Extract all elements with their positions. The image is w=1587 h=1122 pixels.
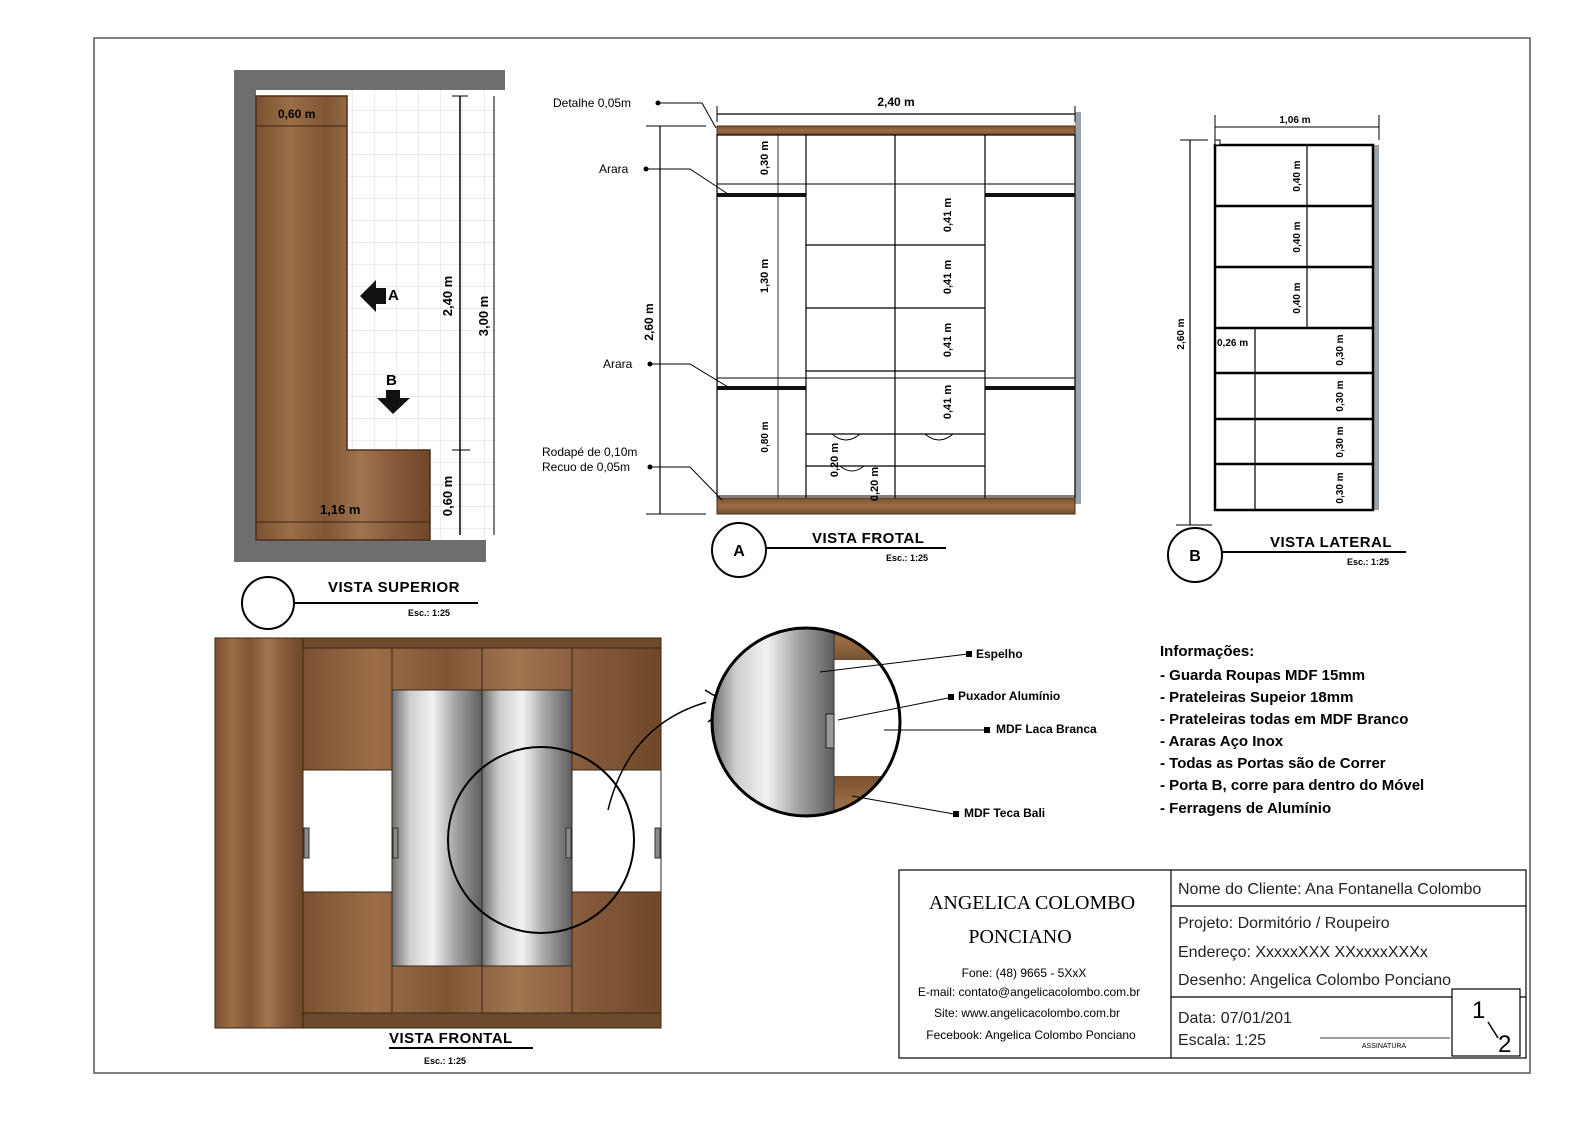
front-dim-130: 1,30 m (759, 258, 771, 294)
front-dim-020b: 0,20 m (869, 466, 881, 502)
label-detalhe: Detalhe 0,05m (553, 96, 632, 110)
label-espelho: Espelho (976, 647, 1023, 661)
side-dim-040a: 0,40 m (1292, 160, 1303, 192)
top-dim-room: 3,00 m (476, 295, 491, 337)
render-view-scale: Esc.: 1:25 (424, 1056, 467, 1066)
side-dim-030d: 0,30 m (1335, 472, 1346, 504)
view-marker-a-label: A (733, 543, 745, 560)
render-top-band (303, 638, 661, 648)
handle-icon (304, 828, 309, 858)
designer-facebook: Fecebook: Angelica Colombo Ponciano (926, 1028, 1136, 1042)
info-item: - Ferragens de Alumínio (1160, 800, 1332, 817)
title-block (899, 870, 1526, 1058)
detail-view (700, 620, 1097, 836)
front-dim-041b: 0,41 m (942, 259, 954, 295)
view-marker-b-label: B (1189, 548, 1201, 565)
info-item: - Prateleiras todas em MDF Branco (1160, 711, 1409, 728)
top-view (234, 70, 505, 629)
side-dim-030a: 0,30 m (1335, 334, 1346, 366)
sheet-number: 1 (1472, 997, 1486, 1024)
front-dim-080: 0,80 m (760, 421, 771, 453)
side-dim-030b: 0,30 m (1335, 380, 1346, 412)
front-dim-041a: 0,41 m (942, 197, 954, 233)
front-dim-020a: 0,20 m (829, 442, 841, 478)
info-item: - Porta B, corre para dentro do Móvel (1160, 777, 1425, 794)
designer-name-1: ANGELICA COLOMBO (928, 892, 1136, 914)
front-dim-width: 2,40 m (877, 95, 915, 109)
date: Data: 07/01/201 (1178, 1010, 1292, 1027)
handle-icon (566, 828, 571, 858)
front-top-detail (717, 126, 1075, 135)
label-arara-bottom: Arara (603, 357, 633, 371)
front-plinth (717, 498, 1075, 514)
client-name: Nome do Cliente: Ana Fontanella Colombo (1178, 881, 1482, 898)
white-panel-left (303, 770, 392, 892)
signature-label: ASSINATURA (1361, 1043, 1407, 1050)
front-dim-041c: 0,41 m (942, 322, 954, 358)
info-item: - Araras Aço Inox (1160, 733, 1284, 750)
render-side-panel (215, 638, 303, 1028)
sheet-total: 2 (1498, 1031, 1512, 1058)
mirror-door-right (482, 690, 572, 966)
top-dim-return: 0,60 m (440, 475, 455, 517)
top-dim-length: 2,40 m (440, 275, 455, 317)
render-view (215, 638, 730, 1066)
label-arara-top: Arara (599, 162, 629, 176)
mirror-door-left (392, 690, 482, 966)
info-item: - Prateleiras Supeior 18mm (1160, 689, 1354, 706)
designer-name-2: PONCIANO (968, 926, 1072, 948)
label-rodape: Rodapé de 0,10m (542, 445, 638, 459)
handle-detail-icon (826, 714, 834, 748)
drawn-by: Desenho: Angelica Colombo Ponciano (1178, 972, 1452, 989)
scale: Escala: 1:25 (1178, 1032, 1267, 1049)
render-view-title: VISTA FRONTAL (389, 1030, 513, 1047)
info-heading: Informações: (1160, 643, 1255, 660)
label-recuo: Recuo de 0,05m (542, 460, 631, 474)
front-view (542, 95, 1081, 577)
marker-b: B (386, 372, 397, 389)
designer-email: E-mail: contato@angelicacolombo.com.br (917, 985, 1141, 999)
handle-icon (393, 828, 398, 858)
side-view-scale: Esc.: 1:25 (1347, 557, 1390, 567)
label-mdf-laca: MDF Laca Branca (996, 722, 1097, 736)
side-dim-026: 0,26 m (1217, 338, 1249, 349)
top-view-title: VISTA SUPERIOR (328, 579, 461, 596)
front-view-title: VISTA FROTAL (812, 530, 925, 547)
info-block (1160, 643, 1424, 817)
side-dim-040c: 0,40 m (1292, 282, 1303, 314)
label-puxador: Puxador Alumínio (958, 689, 1061, 703)
address: Endereço: XxxxxXXX XXxxxxXXXx (1178, 944, 1428, 961)
white-panel-right (572, 770, 661, 892)
side-view (1168, 115, 1406, 582)
side-dim-040b: 0,40 m (1292, 221, 1303, 253)
designer-site: Site: www.angelicacolombo.com.br (933, 1006, 1121, 1020)
front-view-scale: Esc.: 1:25 (886, 553, 929, 563)
side-view-title: VISTA LATERAL (1270, 534, 1393, 551)
render-plinth (303, 1013, 661, 1028)
label-mdf-teca: MDF Teca Bali (964, 806, 1046, 820)
designer-phone: Fone: (48) 9665 - 5XxX (961, 966, 1087, 980)
front-dim-height: 2,60 m (642, 303, 656, 341)
info-item: - Todas as Portas são de Correr (1160, 755, 1386, 772)
side-dim-height: 2,60 m (1176, 318, 1187, 350)
project-name: Projeto: Dormitório / Roupeiro (1178, 915, 1390, 932)
front-dim-041d: 0,41 m (942, 384, 954, 420)
view-marker-circle (242, 577, 294, 629)
side-dim-width: 1,06 m (1279, 115, 1311, 126)
handle-icon (655, 828, 660, 858)
top-dim-depth: 0,60 m (278, 107, 316, 121)
top-view-scale: Esc.: 1:25 (408, 608, 451, 618)
front-dim-030: 0,30 m (759, 140, 771, 176)
top-dim-width: 1,16 m (320, 502, 361, 517)
marker-a: A (388, 287, 399, 304)
info-item: - Guarda Roupas MDF 15mm (1160, 667, 1366, 684)
side-dim-030c: 0,30 m (1335, 426, 1346, 458)
